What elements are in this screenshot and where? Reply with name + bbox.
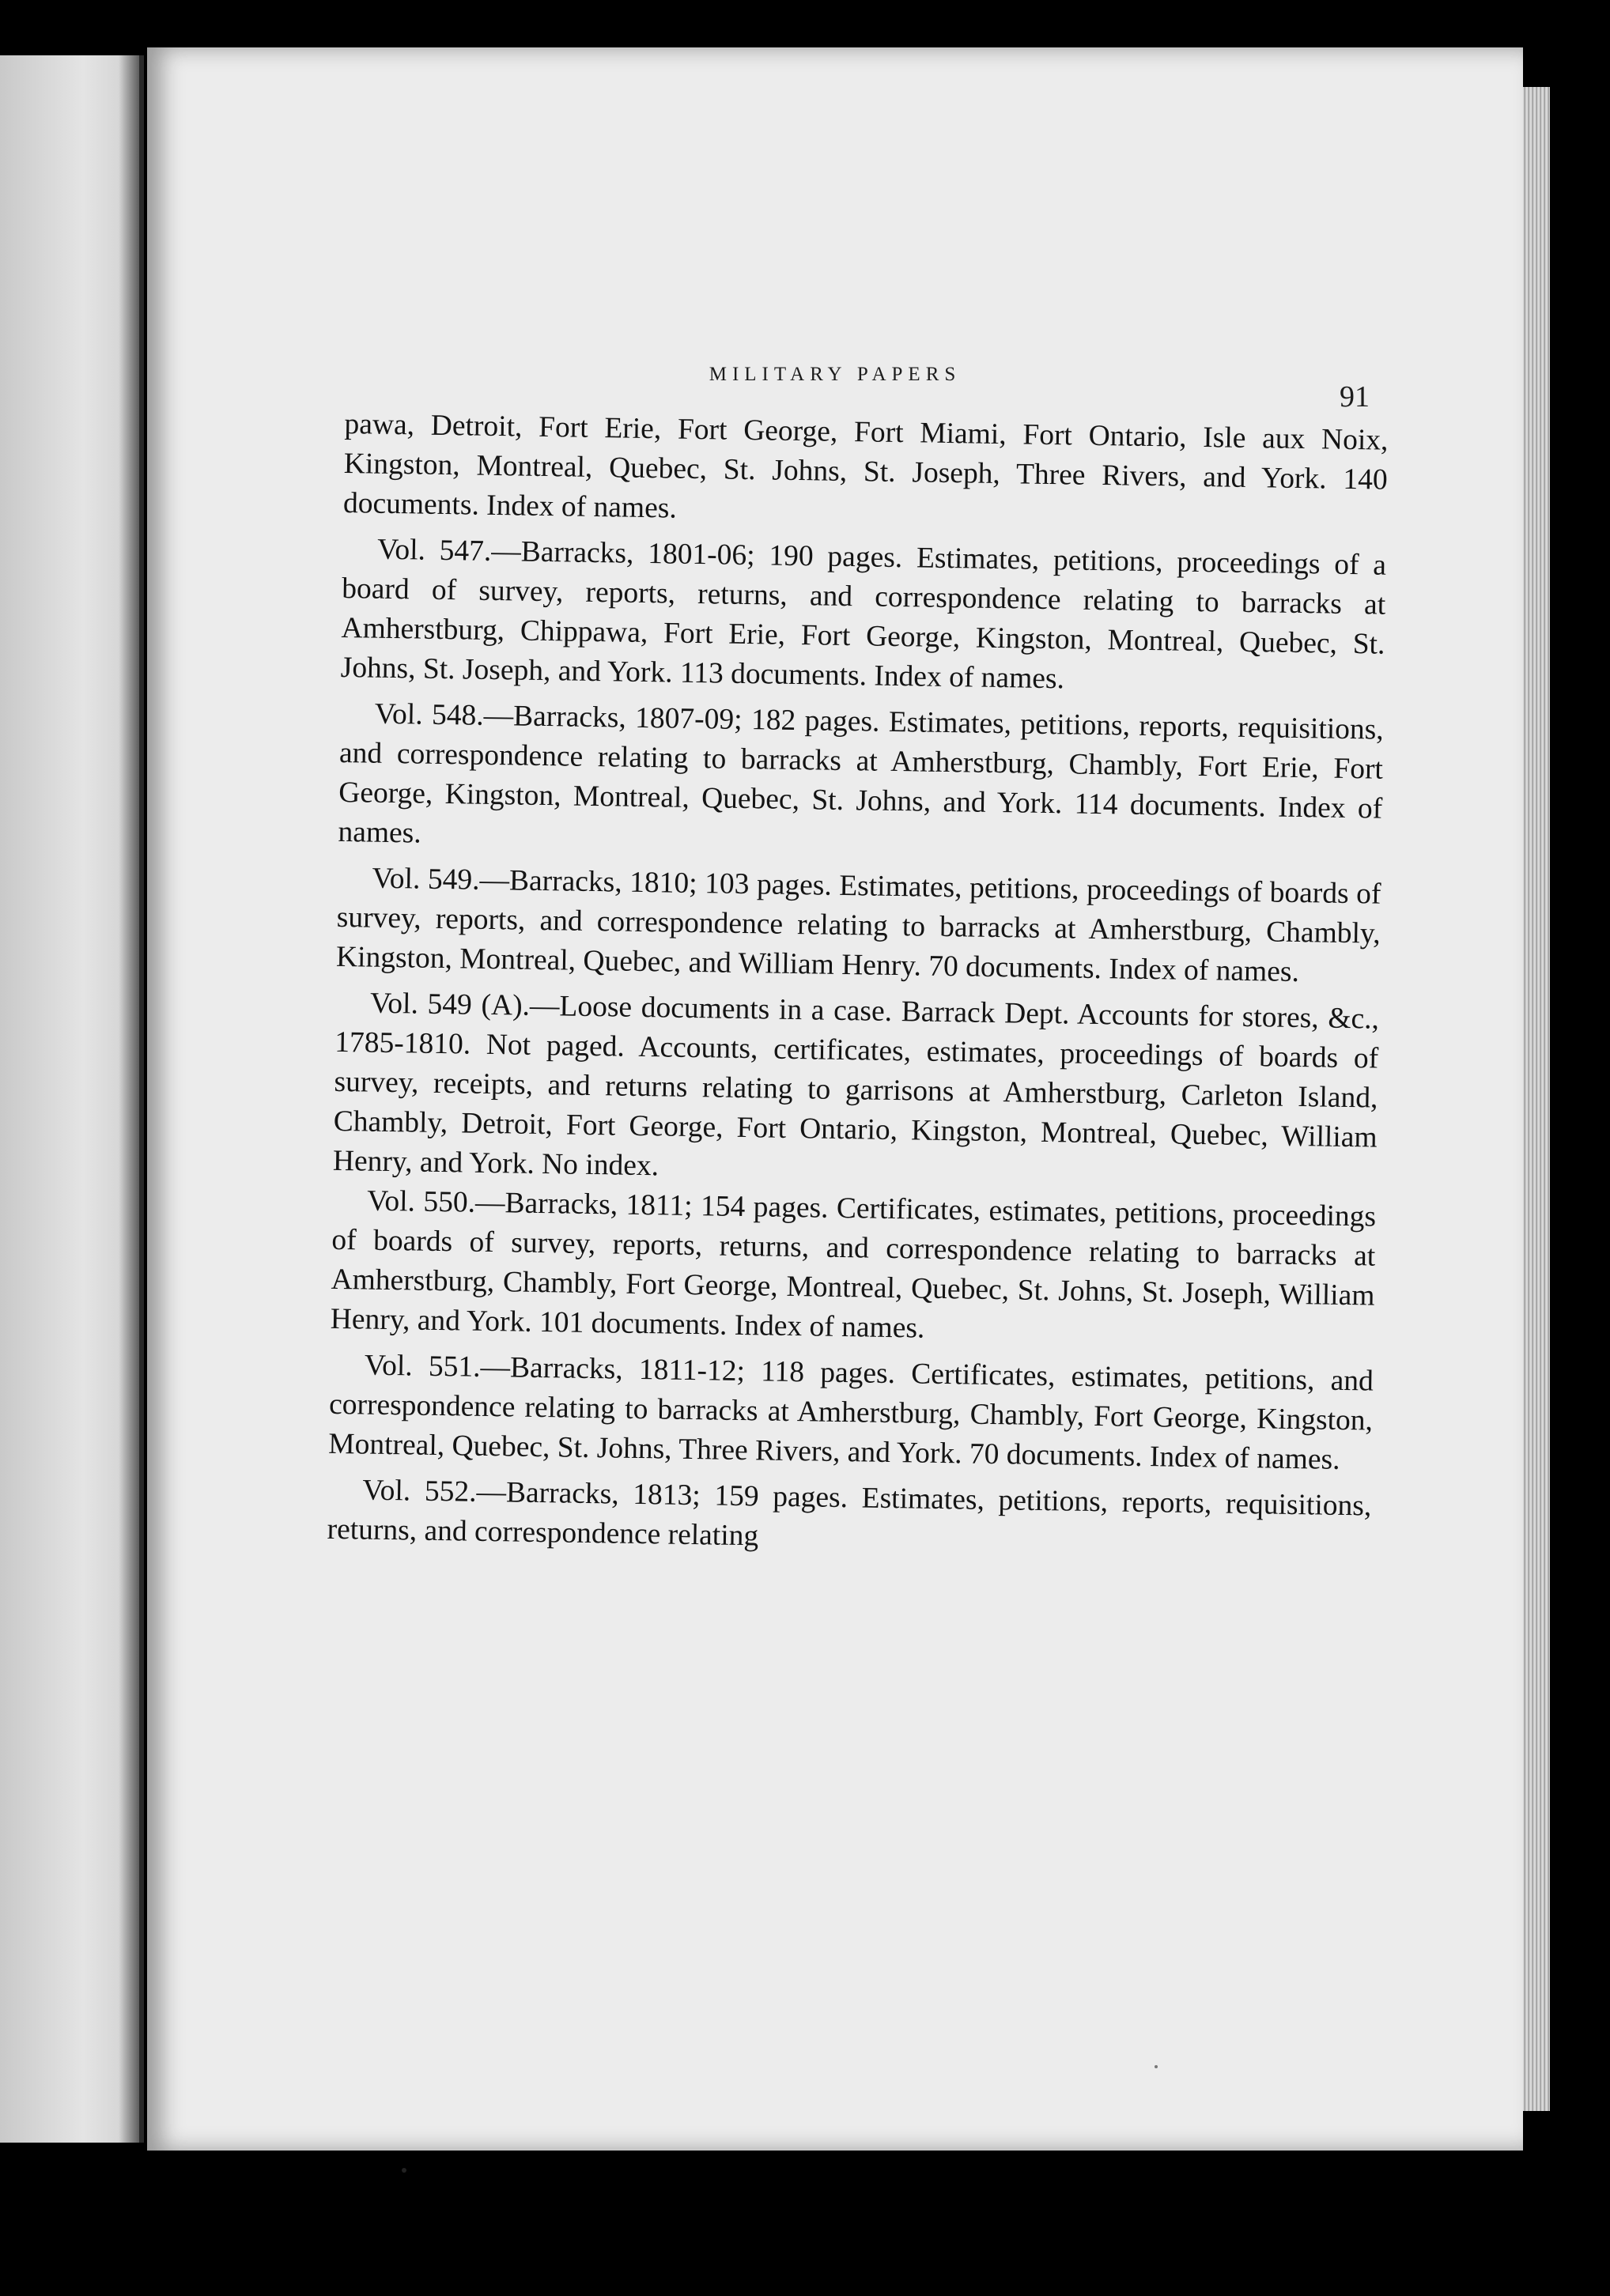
- paper-speck: [1155, 2065, 1158, 2068]
- entry-vol-548: Vol. 548.—Barracks, 1807-09; 182 pages. Estimates, petitions, reports, requisitions, and correspondence relating to barracks at Amherstburg, Chambly, Fort Erie, Fort George, Kingston, Montreal, Quebec, St. Johns, and York. 114 documents. Index of names.: [338, 697, 1385, 850]
- entry-vol-547: Vol. 547.—Barracks, 1801-06; 190 pages. Estimates, petitions, proceedings of a board of survey, reports, returns, and correspondence relating to barracks at Amherstburg, Chippawa, Fort Erie, Fort George, Kingston, Montreal, Quebec, St. Johns, St. Joseph, and York. 113 documents. Index of names.: [340, 533, 1387, 696]
- paper-speck: [402, 2168, 406, 2173]
- binding-shadow: [119, 55, 139, 2143]
- entry-vol-549: Vol. 549.—Barracks, 1810; 103 pages. Estimates, petitions, proceedings of boards of survey, reports, and correspondence relating to barracks at Amherstburg, Chambly, Kingston, Montreal, Quebec, and William Henry. 70 documents. Index of names.: [335, 862, 1381, 989]
- running-head: MILITARY PAPERS: [709, 364, 962, 385]
- entry-vol-549a: Vol. 549 (A).—Loose documents in a case. Barrack Dept. Accounts for stores, &c., 1785-1810. Not paged. Accounts, certificates, estimates, proceedings of boards of survey, receipts, and returns relating to garrisons at Amherstburg, Carleton Island, Chambly, Detroit, Fort George, Fort Ontario, Kingston, Montreal, Quebec, William Henry, and York. No index.: [332, 987, 1380, 1183]
- book-page: [147, 47, 1523, 2151]
- adjacent-left-page: [0, 55, 144, 2143]
- page-number: 91: [1340, 380, 1370, 414]
- entry-vol-552: Vol. 552.—Barracks, 1813; 159 pages. Estimates, petitions, reports, requisitions, returns, and correspondence relating: [327, 1474, 1372, 1553]
- entry-vol-551: Vol. 551.—Barracks, 1811-12; 118 pages. Certificates, estimates, petitions, and correspondence relating to barracks at Amherstburg, Chambly, Fort George, Kingston, Montreal, Quebec, St. Johns, Three Rivers, and York. 70 documents. Index of names.: [328, 1349, 1374, 1476]
- entry-continuation: pawa, Detroit, Fort Erie, Fort George, Fort Miami, Fort Ontario, Isle aux Noix, Kingston, Montreal, Quebec, St. Johns, St. Joseph, Three Rivers, and York. 140 documents. Index of names.: [342, 407, 1389, 525]
- entry-vol-550: Vol. 550.—Barracks, 1811; 154 pages. Certificates, estimates, petitions, proceedings of boards of survey, reports, returns, and correspondence relating to barracks at Amherstburg, Chambly, Fort George, Montreal, Quebec, St. Johns, St. Joseph, William Henry, and York. 101 documents. Index of names.: [330, 1184, 1377, 1345]
- page-body: [327, 405, 1389, 1573]
